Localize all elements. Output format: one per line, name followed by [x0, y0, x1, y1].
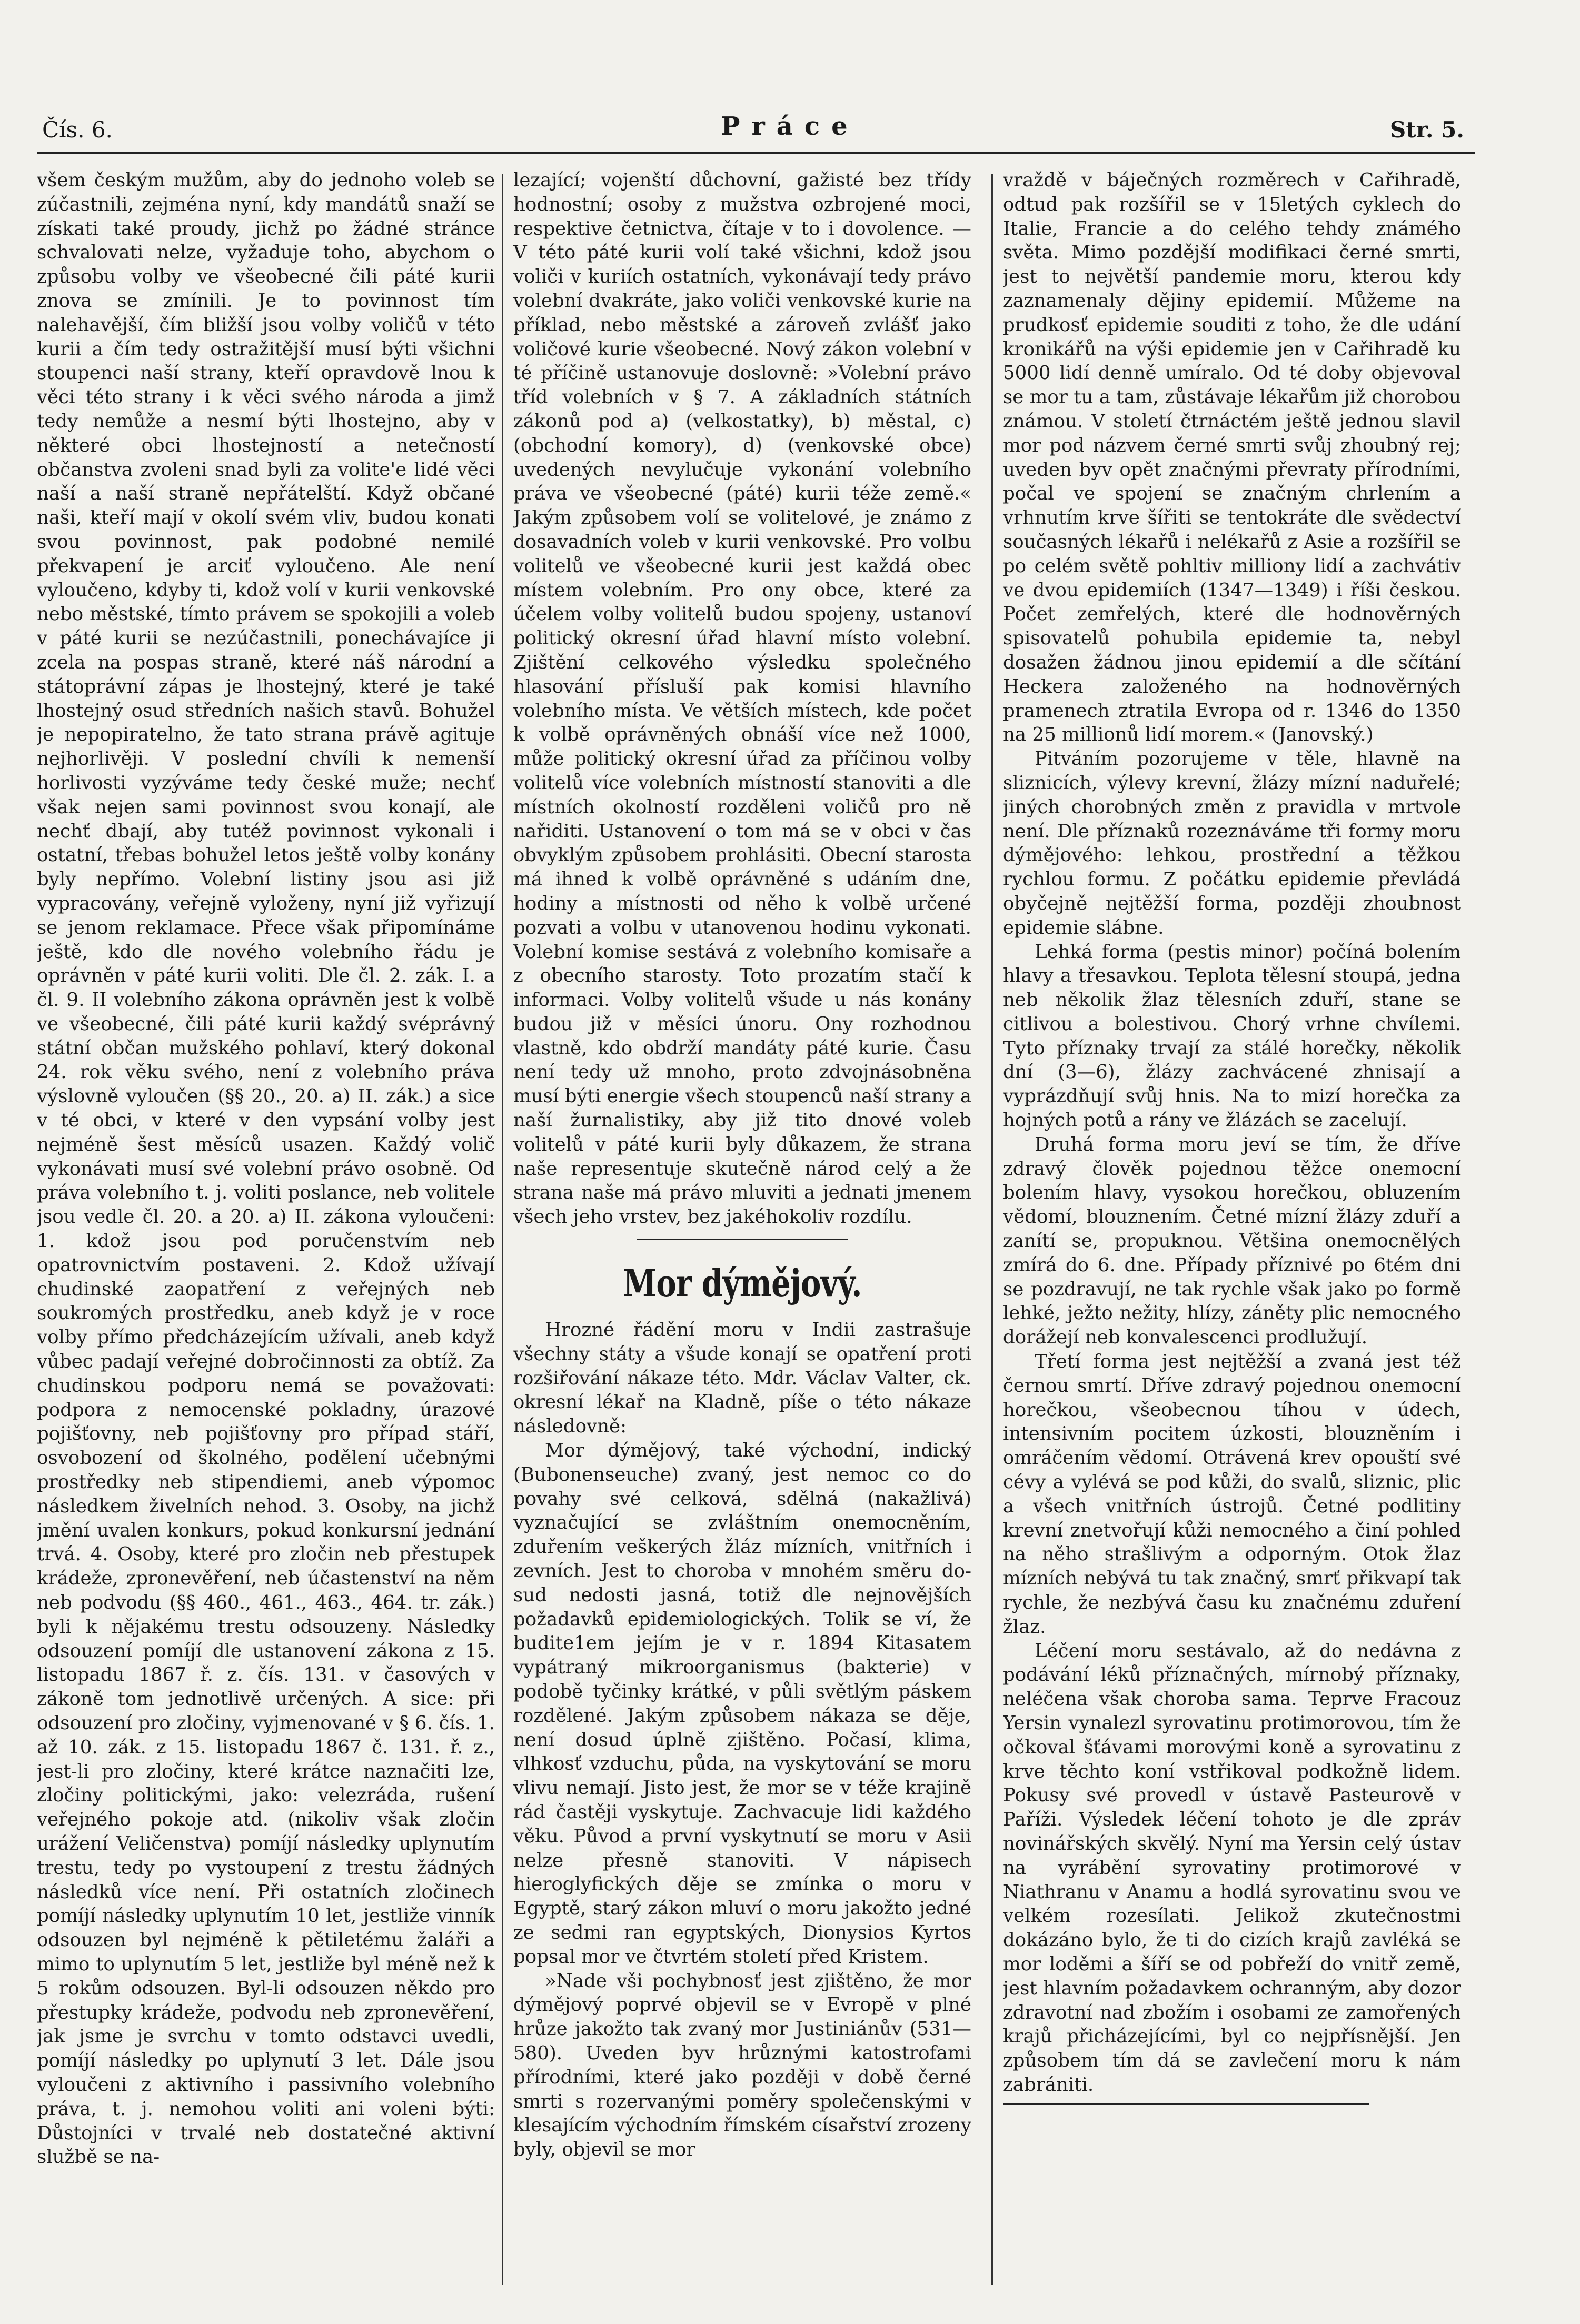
- header-rule: [37, 152, 1475, 154]
- page-number: Str. 5.: [1389, 117, 1464, 143]
- page-header: [0, 0, 1580, 153]
- plague-history-continuation: vraždě v báječných rozměrech v Cařihradě, odtud pak rozšířil se v 15letých cyklech do Italie, Francie a do celého tehdy známého světa. Mimo pozdější modifikaci černé smrti, jest to největší pandemie moru, kterou kdy zaznamenaly dějiny epidemií. Můžeme na prudkosť epidemie souditi z toho, že dle udání kronikářů na výši epidemie jen v Cařihradě ku 5000 lidí denně umíralo. Od té doby objevoval se mor tu a tam, zůstávaje lékařům již chorobou známou. V století čtrnáctém ještě jednou slavil mor pod názvem černé smrti svůj zhoubný rej; uveden byv opět značnými převraty přírodními, počal ve spojení se značným chrlením a vrhnutím krve šířiti se tentokráte dle svědectví současných lékařů i nelékařů z Asie a rozšířil se po celém světě pohltiv milliony lidí a zachvátiv ve dvou epidemiích (1347—1349) i říši českou. Počet zemřelých, které dle hodnověrných spisovatelů pohubila epidemie ta, nebyl dosažen žádnou jinou epidemií a dle sčítání Heckera založeného na hodnověrných pramenech ztratila Evropa od r. 1346 do 1350 na 25 millionů lidí morem.« (Janovský.): [1003, 169, 1461, 746]
- second-form-paragraph: Druhá forma moru jeví se tím, že dříve zdravý člověk pojednou těžce onemocní bolením hlavy, vysokou horečkou, obluzením vědomí, blouznením. Četné mízní žlázy zduří a zanítí se, propuknou. Většina onemocnělých zmírá do 6. dne. Případy příznivé po 6tém dni se pozdravují, ne tak rychle však jako po formě lehké, ježto nežity, hlízy, záněty plic nemocného dorážejí neb konvalescenci prodlužují.: [1003, 1133, 1461, 1349]
- column-divider-1: [502, 174, 503, 2285]
- article-end-rule: [637, 1239, 848, 1240]
- article-headline: Mor dýmějový.: [623, 1261, 862, 1306]
- plague-description-paragraph: Mor dýmějový, také východní, indický (Bubonenseuche) zvaný, jest nemoc co do povahy své celková, sdělná (nakažlivá) vyznačující se zvláštním onemocněním, zduřením veškerých žláz mízních, vnitřních i zevních. Jest to choroba v mnohém směru do-sud nedosti jasná, totiž dle nejnovějších požadavků epidemiologických. Tolik se ví, že budite1em jejím je v r. 1894 Kitasatem vypátraný mikroorganismus (bakterie) v podobě tyčinky krátké, v půli světlým páskem rozdělené. Jakým způsobem nákaza se děje, není dosud úplně zjištěno. Počasí, klima, vlhkosť vzduchu, půda, na vyskytování se moru vlivu nemají. Jisto jest, že mor se v téže krajině rád častěji vyskytuje. Zachvacuje lidi každého věku. Původ a první vyskytnutí se moru v Asii nelze přesně stanoviti. V nápisech hieroglyfických děje se zmínka o moru v Egyptě, starý zákon mluví o moru jakožto jedné ze sedmi ran egyptských, Dionysios Kyrtos popsal mor ve čtvrtém století před Kristem.: [513, 1440, 971, 1968]
- election-article-text: všem českým mužům, aby do jednoho voleb se zúčastnili, zejména nyní, kdy mandátů snaží se získati také proudy, jichž po žádné stránce schvalovati nelze, vyžaduje toho, abychom o způsobu volby ve všeobecné čili páté kurii znova se zmínili. Je to povinnost tím nalehavější, čím bližší jsou volby voličů v této kurii a čím tedy ostražitější musí býti všichni stoupenci naší strany, kteří opravdově lnou k věci této strany i k věci svého národa a jimž tedy nemůže a nesmí býti lhostejno, aby v některé obci lhostejností a netečností občanstva zvoleni snad byli za volite'e lidé věci naší a naší straně nepřátelští. Když občané naši, kteří mají v okolí svém vliv, budou konati svou povinnost, pak podobné nemilé překvapení je arciť vyloučeno. Ale není vyloučeno, kdyby ti, kdož volí v kurii venkovské nebo městské, tímto právem se spokojili a voleb v páté kurii se nezúčastnili, ponechávajíce ji zcela na pospas straně, které náš národní a státoprávní zápas je lhostejný, které je také lhostejný osud středních našich stavů. Bohužel je nepopiratelno, že tato strana právě agituje nejhorlivěji. V poslední chvíli k nemenší horlivosti vyzýváme tedy české muže; nechť však nejen sami povinnost svou konají, ale nechť dbají, aby tutéž povinnost vykonali i ostatní, třebas bohužel letos ještě volby konány byly nepřímo. Volební listiny jsou asi již vypracovány, veřejně vyloženy, nyní již vyřizují se jenom reklamace. Přece však připomínáme ještě, kdo dle nového volebního řádu je oprávněn v páté kurii voliti. Dle čl. 2. zák. I. a čl. 9. II volebního zákona oprávněn jest k volbě ve všeobecné, čili páté kurii každý svéprávný státní občan mužského pohlaví, který dokonal 24. rok věku svého, není z volebního práva výslovně vyloučen (§§ 20., 20. a) II. zák.) a sice v té obci, v které v den vypsání volby jest nejméně šest měsíců usazen. Každý volič vykonávati musí své volební právo osobně. Od práva volebního t. j. voliti poslance, neb volitele jsou vedle čl. 20. a 20. a) II. zákona vyloučeni: 1. kdož jsou pod poručenstvím neb opatrovnictvím postaveni. 2. Kdož užívají chudinské zaopatření z veřejných neb soukromých prostředku, aneb když je v roce volby přímo předcházejícím užívali, aneb když vůbec padají veřejné dobročinnosti za obtíž. Za chudinskou podporu nemá se považovati: podpora z nemocenské pokladny, úrazové pojišťovny, neb pojišťovny pro případ stáří, osvobození od školného, podělení učebnými prostředky neb stipendiemi, aneb výpomoc následkem živelních nehod. 3. Osoby, na jichž jmění uvalen konkurs, pokud konkursní jednání trvá. 4. Osoby, které pro zločin neb přestupek krádeže, zpronevěření, neb účastenství na něm neb podvodu (§§ 460., 461., 463., 464. tr. zák.) byli k nějakému trestu odsouzeny. Následky odsouzení pomíjí dle ustanovení zákona z 15. listopadu 1867 ř. z. čís. 131. v časových v zákoně tom jednotlivě určených. A sice: při odsouzení pro zločiny, vyjmenované v § 6. čís. 1. až 10. zák. z 15. listopadu 1867 č. 131. ř. z., jest-li pro zločiny, které krátce naznačiti lze, zločiny politickými, jako: velezráda, rušení veřejného pokoje atd. (nikoliv však zločin urážení Veličenstva) pomíjí následky uplynutím trestu, tedy po vystoupení z trestu žádných následků více není. Při ostatních zločinech pomíjí následky uplynutím 10 let, jestliže vinník odsouzen byl nejméně k pětiletému žaláři a mimo to uplynutím 5 let, jestliže byl méně než k 5 rokům odsouzen. Byl-li odsouzen někdo pro přestupky krádeže, podvodu neb zpronevěření, jak jsme je svrchu v tomto odstavci uvedli, pomíjí následky po uplynutí 3 let. Dále jsou vyloučeni z aktivního i passivního volebního práva, t. j. nemohou voliti ani voleni býti: Důstojníci v trvalé neb dostatečné aktivní službě se na-: [37, 169, 495, 2168]
- article-end-rule-col3: [1003, 2103, 1369, 2105]
- treatment-paragraph: Léčení moru sestávalo, až do nedávna z podávání léků příznačných, mírnobý příznaky, neléčena však choroba sama. Teprve Fracouz Yersin vynalezl syrovatinu protimorovou, tím že očkoval šťávami morovými koně a syrovatinu z krve těchto koní vstřikoval podkožně lidem. Pokusy své provedl v ústavě Pasteurově v Paříži. Výsledek léčení tohoto je dle zpráv novinářských skvělý. Nyní ma Yersin celý ústav na vyrábění syrovatiny protimorové v Niathranu v Anamu a hodlá syrovatinu svou ve velkém rozesílati. Jelikož zkutečnostmi dokázáno bylo, že ti do cizích krajů zavléká se mor loděmi a šíří se od pobřeží do vnitř země, jest hlavním požadavkem ochranným, aby dozor zdravotní nad zbožím i osobami ze zamořených krajů přicházejícími, byl co nejpřísnější. Jen způsobem tím dá se zavlečení moru k nám zabrániti.: [1003, 1640, 1461, 2096]
- autopsy-paragraph: Pitváním pozorujeme v těle, hlavně na sliznicích, výlevy krevní, žlázy mízní naduřelé; jiných chorobných změn z pravidla v mrtvole není. Dle příznaků rozeznáváme tři formy moru dýmějového: lehkou, prostřední a těžkou rychlou formu. Z počátku epidemie převládá obyčejně nejtěžší forma, později zhoubnost epidemie slábne.: [1003, 748, 1461, 939]
- light-form-paragraph: Lehká forma (pestis minor) počíná bolením hlavy a třesavkou. Teplota tělesní stoupá, jedna neb několik žlaz tělesních zduří, stane se citlivou a bolestivou. Chorý vrhne chvílemi. Tyto příznaky trvají za stálé horečky, několik dní (3—6), žlázy zachvácené zhnisají a vyprázdňují svůj hnis. Na to mizí horečka za hojných potů a rány ve žlázách se zacelují.: [1003, 941, 1461, 1132]
- third-form-paragraph: Třetí forma jest nejtěžší a zvaná jest též černou smrtí. Dříve zdravý pojednou onemocní horečkou, všeobecnou tíhou v údech, intensivním pocitem úzkosti, blouzněním i omráčením vědomí. Otrávená krev opouští své cévy a vylévá se pod kůži, do svalů, sliznic, plic a všech vnitřních ústrojů. Četné podlitiny krevní znetvořují kůži nemocného a činí pohled na něho strašlivým a odporným. Otok žlaz mízních nebývá tu tak značný, smrť přikvapí tak rychle, že nezbývá času ku značnému zduření žlaz.: [1003, 1351, 1461, 1638]
- plague-intro-paragraph: Hrozné řádění moru v Indii zastrašuje všechny státy a všude konají se opatření proti rozšiřování nákaze této. Mdr. Václav Valter, ck. okresní lékař na Kladně, píše o této nákaze následovně:: [513, 1319, 971, 1438]
- column-divider-2: [991, 174, 993, 2285]
- newspaper-title: Práce: [721, 112, 859, 141]
- issue-number: Čís. 6.: [42, 117, 113, 143]
- column-1: [37, 168, 495, 2295]
- plague-history-paragraph: »Nade vši pochybnosť jest zjištěno, že mor dýmějový poprvé objevil se v Evropě v plné hrůze jakožto tak zvaný mor Justiniánův (531—580). Uveden byv hrůznými katostrofami přírodními, které jako později v době černé smrti s rozervanými poměry společenskými v klesajícím východním římském císařství zrozeny byly, objevil se mor: [513, 1970, 971, 2161]
- election-article-continuation: lezající; vojenští důchovní, gažisté bez třídy hodnostní; osoby z mužstva ozbrojené moci, respektive četnictva, čítaje v to i dovolence. — V této páté kurii volí také všichni, kdož jsou voliči v kuriích ostatních, vykonávají tedy právo volební dvakráte, jako voliči venkovské kurie na příklad, nebo městské a zároveň zvlášť jako voličové kurie všeobecné. Nový zákon volební v té příčině ustanovuje doslovně: »Volební právo tříd volebních v § 7. A základních státních zákonů pod a) (velkostatky), b) městal, c) (obchodní komory), d) (venkovské obce) uvedených nevylučuje vykonání volebního práva ve všeobecné (páté) kurii téže země.« Jakým způsobem volí se volitelové, je známo z dosavadních voleb v kurii venkovské. Pro volbu volitelů ve všeobecné kurii jest každá obec místem volebním. Pro ony obce, které za účelem volby volitelů budou spojeny, ustanoví politický okresní úřad hlavní místo volební. Zjištění celkového výsledku společného hlasování přísluší pak komisi hlavního volebního místa. Ve větších místech, kde počet k volbě oprávněných obnáší více než 1000, může politický okresní úřad za příčinou volby volitelů více volebních místností stanoviti a dle místních okolností rozděleni voličů pro ně nařiditi. Ustanovení o tom má se v obci v čas obvyklým způsobem prohlásiti. Obecní starosta má ihned k volbě oprávněné s udáním dne, hodiny a místnosti od něho k volbě určené pozvati a volbu v utanovenou hodinu vykonati. Volební komise sestává z volebního komisaře a z obecního starosty. Toto prozatím stačí k informaci. Volby volitelů všude u nás konány budou již v měsíci únoru. Ony rozhodnou vlastně, kdo obdrží mandáty páté kurie. Času není tedy už mnoho, proto zdvojnásobněna musí býti energie všech stoupenců naší strany a naší žurnalistiky, aby již tito dnové voleb volitelů v páté kurii byly důkazem, že strana naše representuje skutečně národ celý a že strana naše má právo mluviti a jednati jmenem všech jeho vrstev, bez jakéhokoliv rozdílu.: [513, 169, 971, 1228]
- column-2: [513, 168, 971, 2295]
- column-3: [1003, 168, 1461, 2295]
